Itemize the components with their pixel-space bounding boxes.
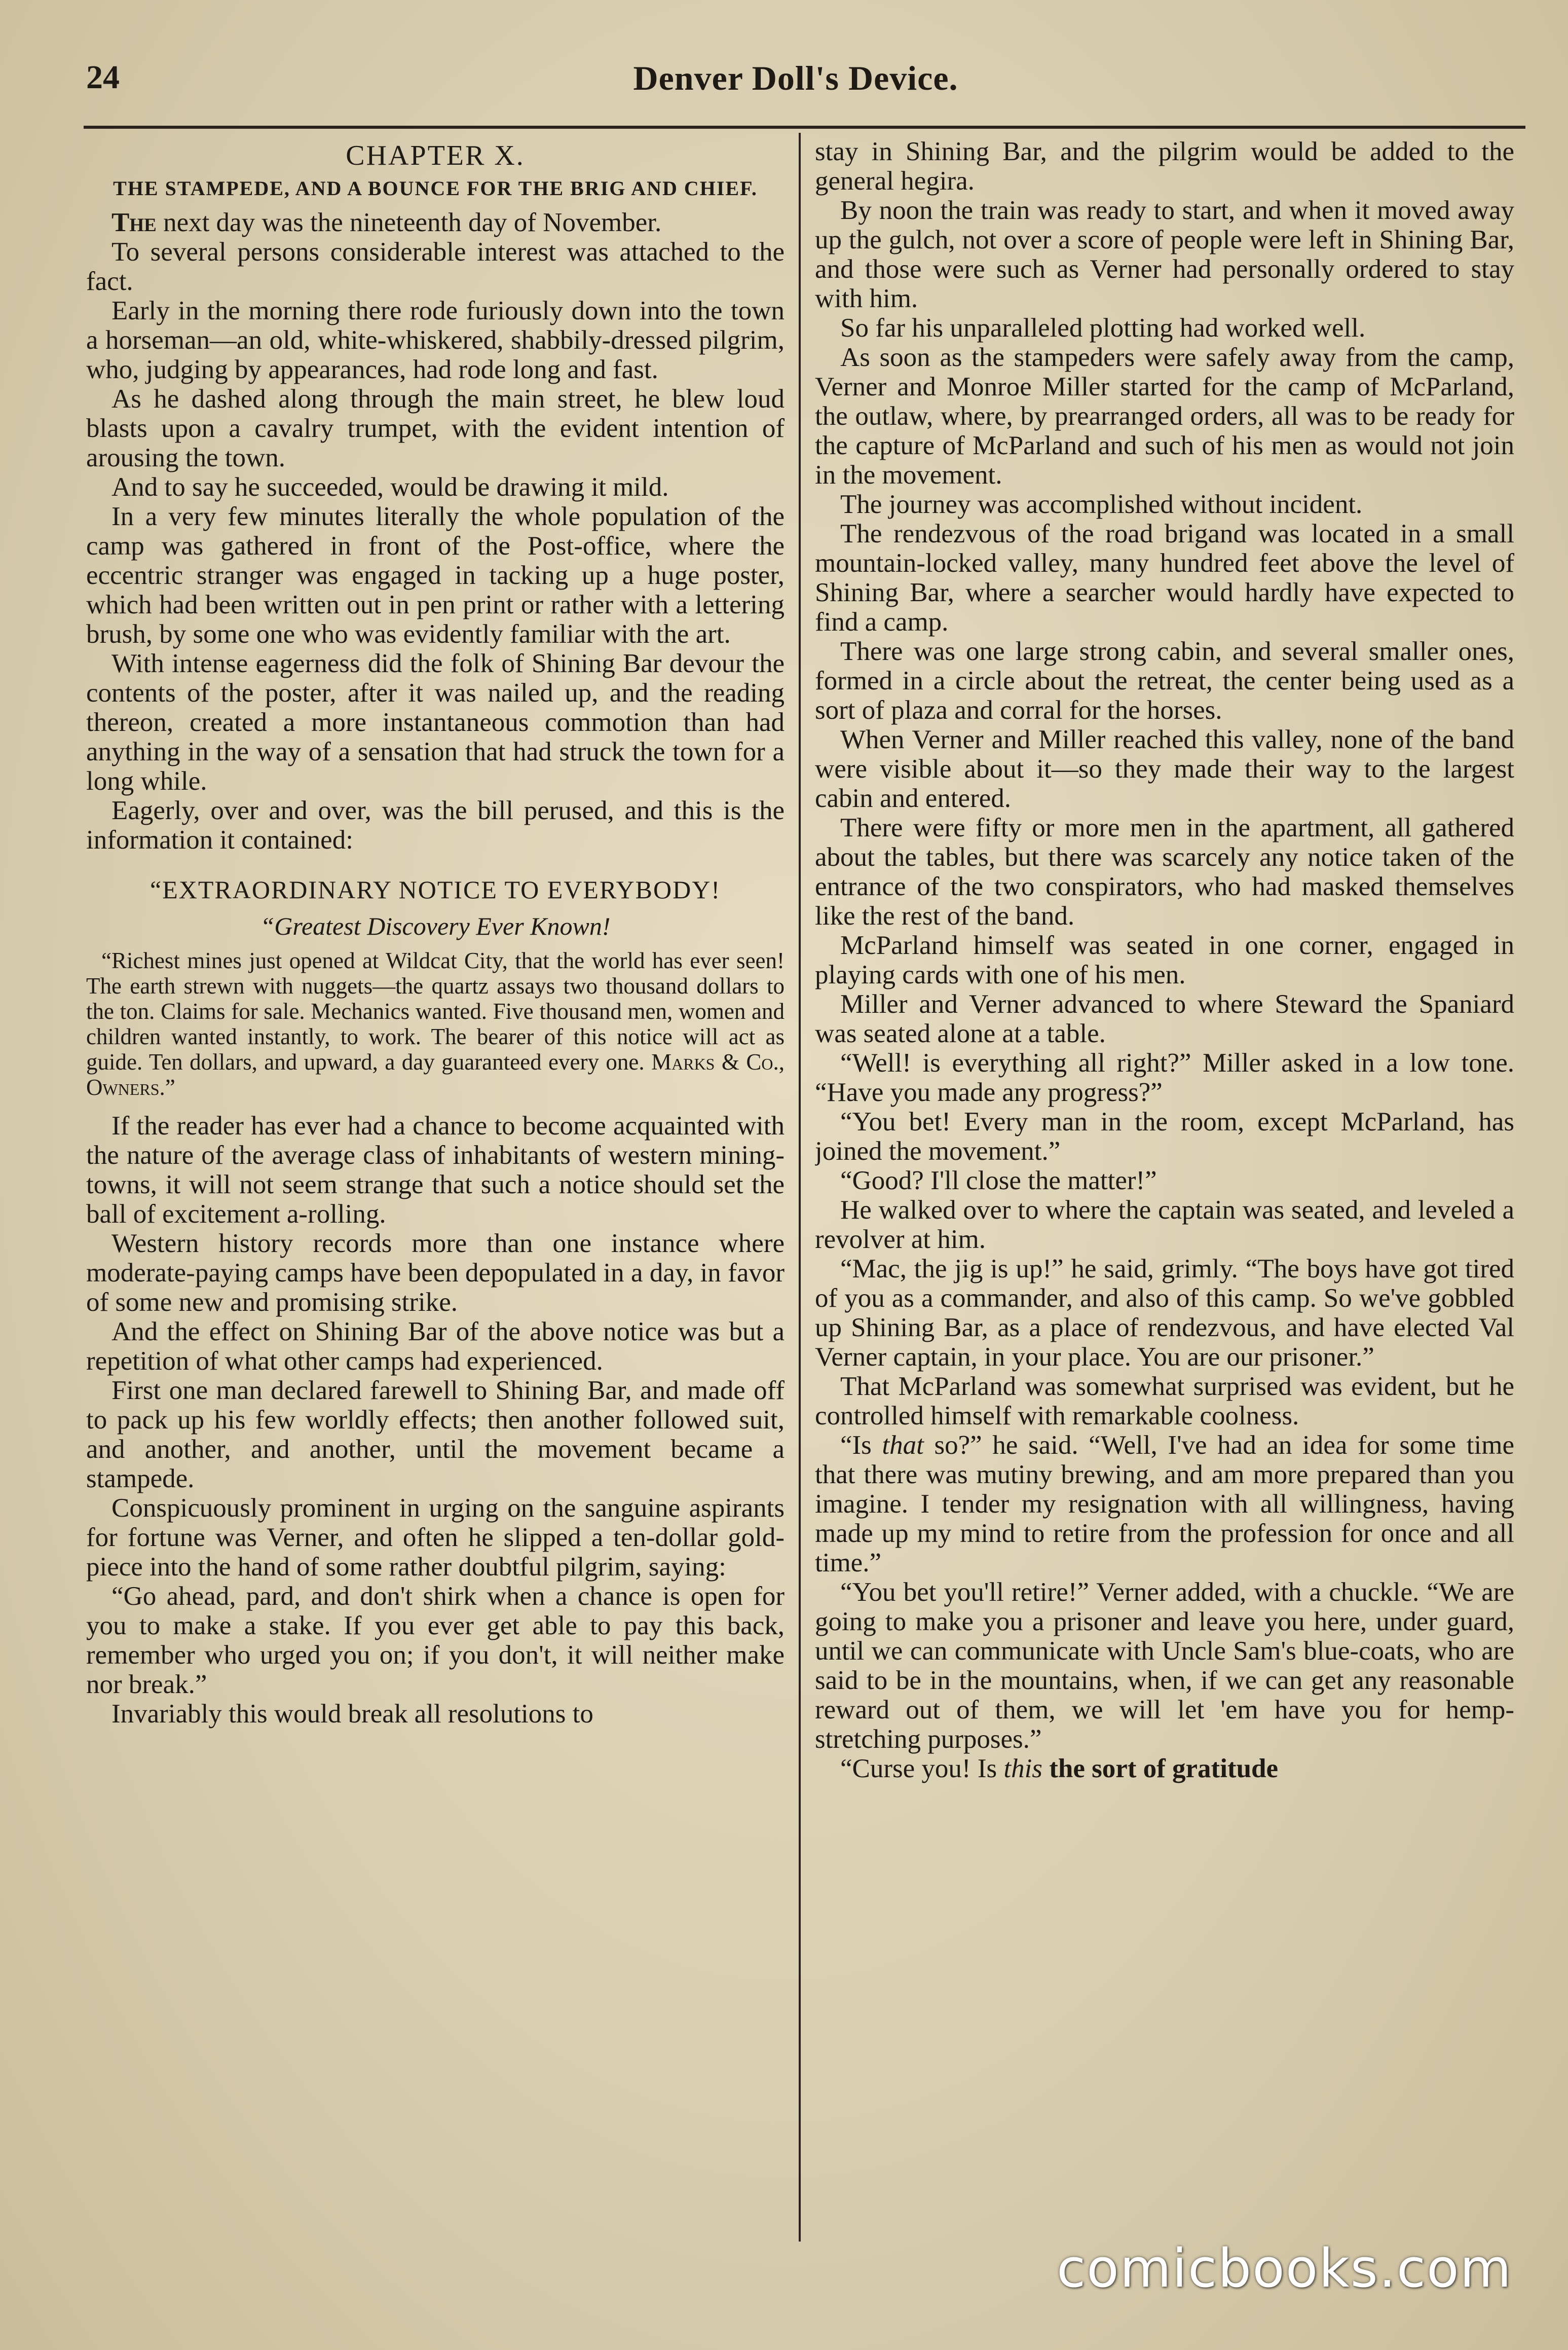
- notice-subheading: “Greatest Discovery Ever Known!: [260, 912, 611, 940]
- paragraph: “Well! is everything all right?” Miller asked in a low tone. “Have you made any progress?”: [815, 1048, 1514, 1107]
- paragraph: “Is that so?” he said. “Well, I've had an idea for some time that there was mutiny brewing, and am more prepared than you imagine. I tender my resignation with all willingness, having made up my mind to retire from the profession for once and all time.”: [815, 1430, 1514, 1577]
- paragraph: With intense eagerness did the folk of Shining Bar devour the contents of the poster, after it was nailed up, and the reading thereon, created a more instantaneous commotion than had anything in the way of a sensation that had struck the town for a long while.: [86, 649, 785, 796]
- paragraph: He walked over to where the captain was seated, and leveled a revolver at him.: [815, 1195, 1514, 1254]
- notice-heading: “EXTRAORDINARY NOTICE TO EVERYBODY!: [150, 875, 721, 904]
- page-header: [86, 58, 1505, 114]
- paragraph: Early in the morning there rode furiously down into the town a horseman—an old, white-whiskered, shabbily-dressed pilgrim, who, judging by appearances, had rode long and fast.: [86, 296, 785, 384]
- chapter-title: CHAPTER X.: [346, 140, 525, 171]
- paragraph: Invariably this would break all resolutions to: [111, 1699, 593, 1729]
- paragraph: McParland himself was seated in one corner, engaged in playing cards with one of his men.: [815, 931, 1514, 989]
- paragraph: Miller and Verner advanced to where Steward the Spaniard was seated alone at a table.: [815, 989, 1514, 1048]
- paragraph: As soon as the stampeders were safely away from the camp, Verner and Monroe Miller started for the camp of McParland, the outlaw, where, by prearranged orders, all was to be ready for the capture of McParland and such of his men as would not join in the movement.: [815, 343, 1514, 490]
- column-rule: [799, 133, 801, 2242]
- paragraph: As he dashed along through the main street, he blew loud blasts upon a cavalry trumpet, with the evident intention of arousing the town.: [86, 384, 785, 472]
- watermark: comicbooks.com: [1056, 2237, 1512, 2299]
- paragraph: “Good? I'll close the matter!”: [840, 1166, 1157, 1195]
- paragraph: In a very few minutes literally the whole population of the camp was gathered in front of the Post-office, where the eccentric stranger was engaged in tacking up a huge poster, which had been written out in pen print or rather with a lettering brush, by some one who was evidently familiar with the art.: [86, 502, 785, 649]
- paragraph: By noon the train was ready to start, and when it moved away up the gulch, not over a score of people were left in Shining Bar, and those were such as Verner had personally ordered to stay with him.: [815, 196, 1514, 313]
- paragraph: The journey was accomplished without incident.: [840, 490, 1363, 519]
- paragraph: To several persons considerable interest was attached to the fact.: [86, 237, 785, 296]
- paragraph: If the reader has ever had a chance to become acquainted with the nature of the average class of inhabitants of western mining-towns, it will not seem strange that such a notice should set the ball of excitement a-rolling.: [86, 1111, 785, 1229]
- right-column: [815, 137, 1514, 2235]
- chapter-subtitle: THE STAMPEDE, AND A BOUNCE FOR THE BRIG AND CHIEF.: [113, 177, 758, 200]
- paragraph: When Verner and Miller reached this valley, none of the band were visible about it—so they made their way to the largest cabin and entered.: [815, 725, 1514, 813]
- paragraph: “You bet! Every man in the room, except McParland, has joined the movement.”: [815, 1107, 1514, 1166]
- paragraph: That McParland was somewhat surprised was evident, but he controlled himself with remarkable coolness.: [815, 1372, 1514, 1430]
- paragraph: Eagerly, over and over, was the bill perused, and this is the information it contained:: [86, 796, 785, 855]
- paragraph: “You bet you'll retire!” Verner added, with a chuckle. “We are going to make you a prisoner and leave you here, under guard, until we can communicate with Uncle Sam's blue-coats, who are said to be in the mountains, when, if we can get any reasonable reward out of them, we will let 'em have you for hemp-stretching purposes.”: [815, 1577, 1514, 1754]
- paragraph: Western history records more than one instance where moderate-paying camps have been depopulated in a day, in favor of some new and promising strike.: [86, 1229, 785, 1317]
- header-rule: [84, 126, 1525, 129]
- paragraph: “Mac, the jig is up!” he said, grimly. “The boys have got tired of you as a commander, and also of this camp. So we've gobbled up Shining Bar, as a place of rendezvous, and have elected Val Verner captain, in your place. You are our prisoner.”: [815, 1254, 1514, 1372]
- paragraph: “Curse you! Is this the sort of gratitude: [840, 1754, 1279, 1783]
- paragraph: So far his unparalleled plotting had worked well.: [840, 313, 1366, 343]
- paragraph: First one man declared farewell to Shining Bar, and made off to pack up his few worldly effects; then another followed suit, and another, and another, until the movement became a stampede.: [86, 1376, 785, 1493]
- paragraph: And to say he succeeded, would be drawing it mild.: [111, 472, 669, 502]
- notice-body: “Richest mines just opened at Wildcat City, that the world has ever seen! The earth strewn with nuggets—the quartz assays two thousand dollars to the ton. Claims for sale. Mechanics wanted. Five thousand men, women and children wanted instantly, to work. The bearer of this notice will act as guide. Ten dollars, and upward, a day guaranteed every one. Marks & Co., Owners.”: [86, 948, 785, 1100]
- paragraph: The rendezvous of the road brigand was located in a small mountain-locked valley, many hundred feet above the level of Shining Bar, where a searcher would hardly have expected to find a camp.: [815, 519, 1514, 637]
- paragraph: “Go ahead, pard, and don't shirk when a chance is open for you to make a stake. If you ever get able to pay this back, remember who urged you on; if you don't, it will neither make nor break.”: [86, 1582, 785, 1699]
- paragraph: And the effect on Shining Bar of the above notice was but a repetition of what other camps had experienced.: [86, 1317, 785, 1376]
- left-column: [86, 137, 785, 2235]
- running-title: Denver Doll's Device.: [633, 59, 958, 97]
- notice-signature: Marks & Co., Owners.”: [86, 1049, 785, 1100]
- paragraph: There were fifty or more men in the apartment, all gathered about the tables, but there was scarcely any notice taken of the entrance of the two conspirators, who had masked themselves like the rest of the band.: [815, 813, 1514, 931]
- paragraph: Conspicuously prominent in urging on the sanguine aspirants for fortune was Verner, and often he slipped a ten-dollar gold-piece into the hand of some rather doubtful pilgrim, saying:: [86, 1493, 785, 1582]
- paragraph-continuation: stay in Shining Bar, and the pilgrim would be added to the general hegira.: [815, 137, 1514, 196]
- first-word: The: [111, 208, 157, 237]
- paragraph: The next day was the nineteenth day of November.: [111, 208, 662, 237]
- paragraph: There was one large strong cabin, and several smaller ones, formed in a circle about the retreat, the center being used as a sort of plaza and corral for the horses.: [815, 637, 1514, 725]
- page-number: 24: [86, 59, 120, 96]
